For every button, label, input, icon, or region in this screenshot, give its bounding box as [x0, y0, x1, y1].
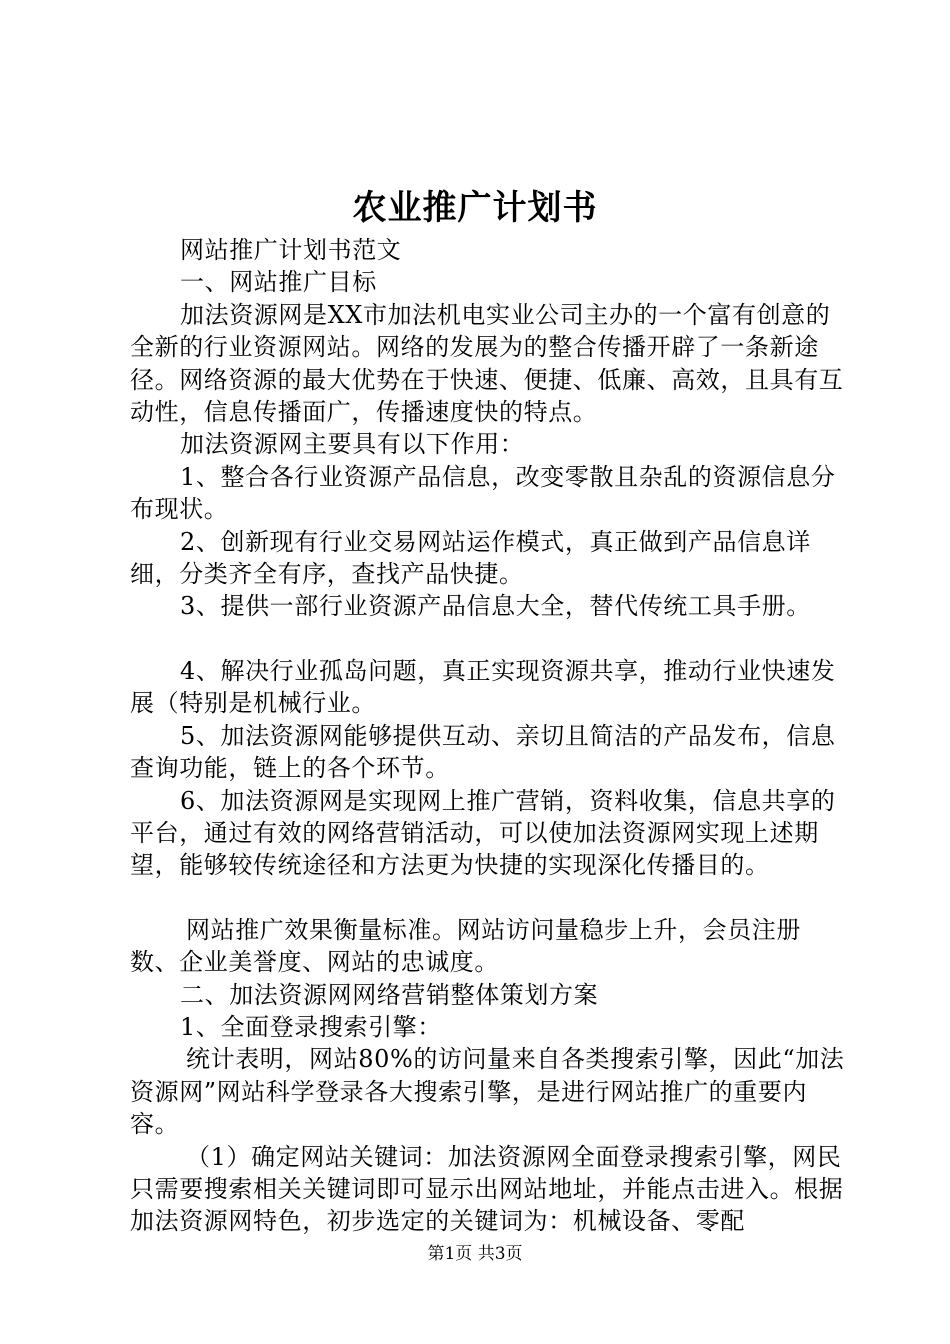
- list-item-4: 4、解决行业孤岛问题，真正实现资源共享，推动行业快速发展（特别是机械行业。: [130, 656, 836, 718]
- section-heading-marketing-plan: 二、加法资源网网络营销整体策划方案: [180, 980, 599, 1009]
- paragraph-site-description: 加法资源网是XX市加法机电实业公司主办的一个富有创意的全新的行业资源网站。网络的发展为的整合传播开辟了一条新途径。网络资源的最大优势在于快速、便捷、低廉、高效，且具有互动性，信息传播面广，传播速度快的特点。: [130, 300, 844, 427]
- list-item-5: 5、加法资源网能够提供互动、亲切且简洁的产品发布，信息查询功能，链上的各个环节。: [130, 721, 836, 783]
- list-item-1: 1、整合各行业资源产品信息，改变零散且杂乱的资源信息分布现状。: [130, 462, 836, 524]
- list-item-3: 3、提供一部行业资源产品信息大全，替代传统工具手册。: [180, 592, 811, 621]
- section-heading-goals: 一、网站推广目标: [180, 268, 377, 297]
- paragraph-search-statistics: 统计表明，网站80%的访问量来自各类搜索引擎，因此“加法资源网”网站科学登录各大搜索引擎，是进行网站推广的重要内容。: [130, 1045, 845, 1139]
- list-item-6: 6、加法资源网是实现网上推广营销，资料收集，信息共享的平台，通过有效的网络营销活动，可以使加法资源网实现上述期望，能够较传统途径和方法更为快捷的实现深化传播目的。: [130, 786, 836, 880]
- document-title: 农业推广计划书: [352, 188, 598, 228]
- paragraph-intro-title: 网站推广计划书范文: [180, 236, 402, 264]
- list-item-2: 2、创新现有行业交易网站运作模式，真正做到产品信息详细，分类齐全有序，查找产品快捷。: [130, 527, 811, 589]
- paragraph-functions-intro: 加法资源网主要具有以下作用：: [180, 430, 525, 459]
- page-number-footer: 第1页 共3页: [427, 1244, 523, 1264]
- document-body: [130, 234, 845, 1238]
- paragraph-keywords: （1）确定网站关键词：加法资源网全面登录搜索引擎，网民只需要搜索相关关键词即可显示出网站地址，并能点击进入。根据加法资源网特色，初步选定的关键词为：机械设备、零配: [130, 1142, 844, 1236]
- paragraph-measurement-standard: 网站推广效果衡量标准。网站访问量稳步上升，会员注册数、企业美誉度、网站的忠诚度。: [130, 915, 801, 977]
- subsection-heading-search-engines: 1、全面登录搜索引擎：: [180, 1012, 442, 1041]
